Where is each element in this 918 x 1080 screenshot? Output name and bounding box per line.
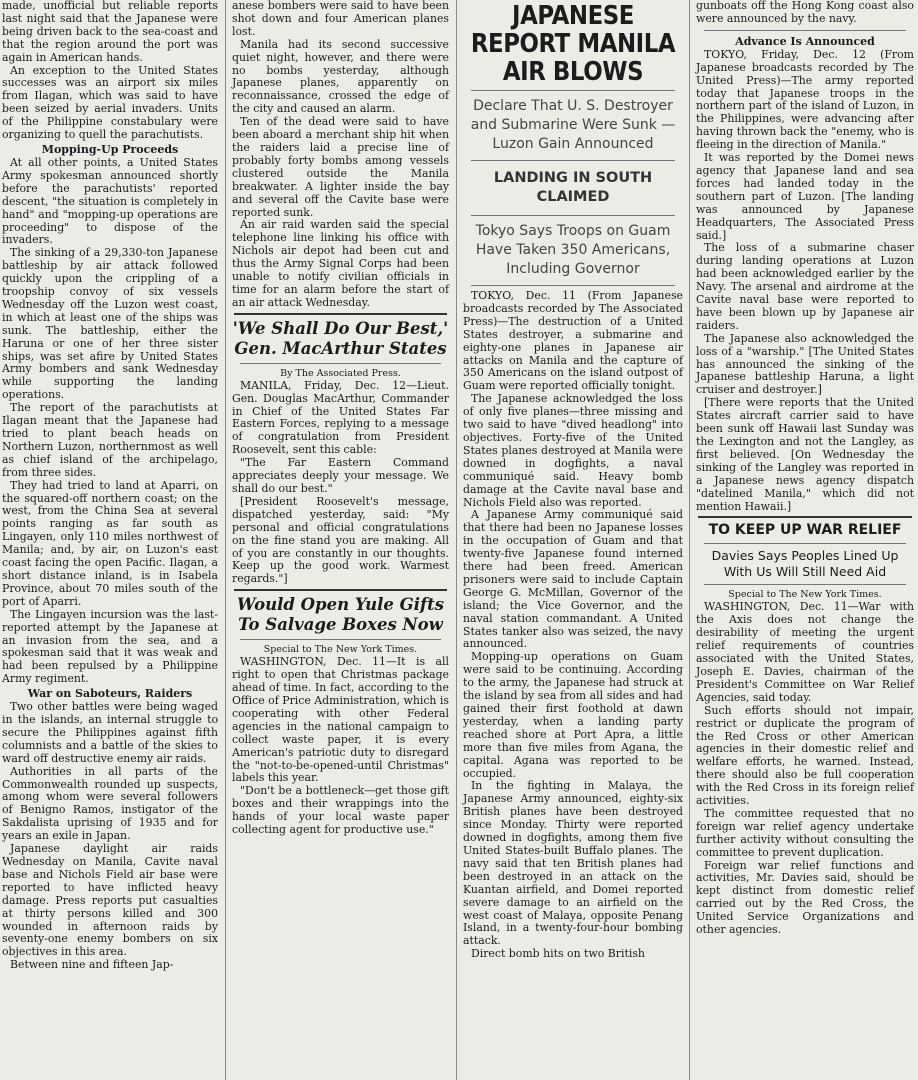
article-paragraph: MANILA, Friday, Dec. 12—Lieut. Gen. Douglas MacArthur, Commander in Chief of the United States Far Eastern Forces, replying to a message of congratulation from President Roosevelt, sent this cable: bbox=[232, 378, 449, 457]
article-paragraph: It was reported by the Domei news agency that Japanese land and sea forces had landed today in the southern part of Luzon. [The landing was announced by Japanese Headquarters, The Associated Press said.] bbox=[696, 151, 914, 242]
divider bbox=[704, 584, 906, 585]
divider bbox=[704, 543, 906, 544]
article-paragraph: Direct bomb hits on two British bbox=[471, 947, 645, 961]
article-paragraph: At all other points, a United States Army spokesman announced shortly before the parachutists' reported descent, "the situation is completely in hand" and "mopping-up operations are proceeding" to dispose of the invaders. bbox=[2, 155, 218, 247]
column-2 bbox=[228, 0, 453, 1080]
article-paragraph: [There were reports that the United States aircraft carrier said to have been sunk off Hawaii last Sunday was the Lexington and not the Langley, as first believed. [On Wednesday the sinking of the Langley was reported in a Japanese news agency dispatch "datelined Manila," which did not mention Hawaii.] bbox=[696, 396, 914, 513]
article-paragraph: In the fighting in Malaya, the Japanese Army announced, eighty-six British planes have been destroyed since Monday. Thirty were reported downed in dogfights, among them five United States-built Buffalo planes. The navy said that ten British planes had been destroyed in an attack on the Kuantan airfield, and Domei reported severe damage to an airfield on the west coast of Malaya, opposite Penang Island, in a twenty-four-hour bombing attack. bbox=[463, 779, 683, 948]
article-paragraph: An air raid warden said the special telephone line linking his office with Nichols air depot had been cut and thus the Army Signal Corps had been unable to notify civilian officials in time for an alarm before the start of an air attack Wednesday. bbox=[232, 218, 449, 309]
column-rule bbox=[456, 0, 457, 1080]
headline-deck: Tokyo Says Troops on Guam Have Taken 350 Americans, Including Governor bbox=[475, 223, 671, 277]
article-paragraph: [President Roosevelt's message, dispatched yesterday, said: "My personal and official congratulations on the fine stand you are making. All of you are constantly in our thoughts. Keep up the good work. Warmest regards."] bbox=[232, 494, 449, 586]
article-paragraph: TOKYO, Friday, Dec. 12 (From Japanese broadcasts recorded by The United Press)—The army reported today that Japanese troops in the northern part of the island of Luzon, in the Philippines, were advancing after having thrown back the "enemy, who is fleeing in the direction of Manila." bbox=[696, 47, 914, 152]
byline: Special to The New York Times. bbox=[263, 644, 418, 656]
article-paragraph: "The Far Eastern Command appreciates deeply your message. We shall do our best." bbox=[232, 456, 449, 495]
article-paragraph: The loss of a submarine chaser during landing operations at Luzon had been acknowledged earlier by the Navy. The arsenal and airdrome at the Cavite naval base were reported to have been blown up by Japanese air raiders. bbox=[696, 241, 914, 332]
article-paragraph: An exception to the United States successes was an airport six miles from Ilagan, which was said to have been seized by aerial invaders. Units of the Philippine constabulary were organizing to quell the parachutists. bbox=[2, 63, 218, 142]
article-paragraph: Ten of the dead were said to have been aboard a merchant ship hit when the raiders laid a precise line of probably forty bombs among vessels clustered outside the Manila breakwater. A lighter inside the bay and several off the Cavite base were reported sunk. bbox=[232, 115, 449, 219]
subheading: Advance Is Announced bbox=[735, 34, 875, 48]
headline-deck: Davies Says Peoples Lined Up With Us Will Still Need Aid bbox=[711, 548, 899, 580]
subheading: War on Saboteurs, Raiders bbox=[27, 687, 193, 701]
article-paragraph: WASHINGTON, Dec. 11—War with the Axis does not change the desirability of meeting the urgent relief requirements of countries associated with the United States, Joseph E. Davies, chairman of the President's Committee on War Relief Agencies, said today. bbox=[696, 600, 914, 704]
divider bbox=[471, 160, 675, 161]
byline: By The Associated Press. bbox=[280, 367, 401, 379]
headline-deck: LANDING IN SOUTH CLAIMED bbox=[493, 170, 653, 205]
column-rule bbox=[225, 0, 226, 1080]
column-1 bbox=[0, 0, 222, 1080]
headline-yule-gifts: Would Open Yule Gifts To Salvage Boxes Now bbox=[236, 595, 445, 635]
article-paragraph: made, unofficial but reliable reports last night said that the Japanese were being driven back to the sea-coast and that the region around the port was again in American hands. bbox=[2, 0, 218, 64]
headline-deck: Declare That U. S. Destroyer and Submarine Were Sunk —Luzon Gain Announced bbox=[470, 98, 676, 152]
divider bbox=[471, 215, 675, 216]
article-paragraph: The Japanese also acknowledged the loss of a "warship." [The United States has announced the sinking of the Japanese battleship Haruna, a light cruiser and destroyer.] bbox=[696, 331, 914, 397]
article-paragraph: Manila had its second successive quiet night, however, and there were no bombs yesterday, although Japanese planes, apparently on reconnaissance, crossed the edge of the city and caused an alarm. bbox=[232, 37, 449, 116]
article-paragraph: Between nine and fifteen Jap- bbox=[10, 958, 174, 972]
article-paragraph: anese bombers were said to have been shot down and four American planes lost. bbox=[232, 0, 449, 38]
article-paragraph: gunboats off the Hong Kong coast also were announced by the navy. bbox=[696, 0, 914, 25]
divider bbox=[240, 639, 441, 640]
article-paragraph: The Japanese acknowledged the loss of only five planes—three missing and two said to have "dived headlong" into objectives. Forty-five of the United States planes destroyed at Manila were downed in dogfights, a naval communiqué said. Heavy bomb damage at the Cavite naval base and Nichols Field also was reported. bbox=[463, 392, 683, 509]
article-paragraph: Two other battles were being waged in the islands, an internal struggle to secure the Philippines against fifth columnists and a battle of the skies to ward off destructive enemy air raids. bbox=[2, 700, 218, 765]
column-rule bbox=[689, 0, 690, 1080]
article-paragraph: The sinking of a 29,330-ton Japanese battleship by air attack followed quickly upon the crippling of a troopship convoy of six vessels Wednesday off the Luzon west coast, in which at least one of the ships was sunk. The battleship, either the Haruna or one of her three sister ships, was set afire by United States Army bombers and sank Wednesday while supporting the landing operations. bbox=[2, 246, 218, 402]
divider bbox=[471, 285, 675, 286]
article-paragraph: "Don't be a bottleneck—get those gift boxes and their wrappings into the hands of your local waste paper collecting agent for productive use." bbox=[232, 784, 449, 837]
divider bbox=[234, 313, 447, 315]
divider bbox=[471, 90, 675, 91]
article-paragraph: Such efforts should not impair, restrict or duplicate the program of the Red Cross or other American agencies in their domestic relief and welfare efforts, he warned. Instead, there should also be full cooperation with the Red Cross in its foreign relief activities. bbox=[696, 703, 914, 808]
article-paragraph: Foreign war relief functions and activities, Mr. Davies said, should be kept distinct from domestic relief carried out by the Red Cross, the United Service Organizations and other agencies. bbox=[696, 858, 914, 937]
column-3 bbox=[459, 0, 687, 1080]
divider bbox=[704, 30, 906, 31]
article-paragraph: A Japanese Army communiqué said that there had been no Japanese losses in the occupation of Guam and that twenty-five Japanese found interned there had been freed. American prisoners were said to include Captain George G. McMillan, Governor of the island; the Vice Governor, and the naval station commandant. A United States tanker also was seized, the navy announced. bbox=[463, 508, 683, 651]
article-paragraph: The report of the parachutists at Ilagan meant that the Japanese had tried to plant beach heads on Northern Luzon, northernmost as well as chief island of the archipelago, from three sides. bbox=[2, 401, 218, 479]
main-headline: JAPANESE REPORT MANILA AIR BLOWS bbox=[470, 1, 676, 87]
divider bbox=[234, 589, 447, 591]
divider bbox=[698, 516, 912, 518]
byline: Special to The New York Times. bbox=[728, 589, 882, 601]
headline-war-relief: TO KEEP UP WAR RELIEF bbox=[708, 522, 902, 539]
article-paragraph: Mopping-up operations on Guam were said to be continuing. According to the army, the Japanese had struck at the island by sea from all sides and had gained their first foothold at dawn yesterday, when a landing party reached shore at Port Apra, a little more than five miles from Agana, the capital. Agana was reported to be occupied. bbox=[463, 650, 683, 780]
article-paragraph: Authorities in all parts of the Commonwealth rounded up suspects, among whom were several followers of Benigno Ramos, instigator of the Sakdalista uprising of 1935 and for years an exile in Japan. bbox=[2, 764, 218, 843]
subheading: Mopping-Up Proceeds bbox=[41, 142, 179, 156]
article-paragraph: WASHINGTON, Dec. 11—It is all right to open that Christmas package ahead of time. In fact, according to the Office of Price Administration, which is cooperating with other Federal agencies in the national campaign to collect waste paper, it is every American's patriotic duty to disregard the "not-to-be-opened-until Christmas" labels this year. bbox=[232, 655, 449, 785]
divider bbox=[240, 363, 441, 364]
article-paragraph: They had tried to land at Aparri, on the squared-off northern coast; on the west, from the China Sea at several points ranging as far south as Lingayen, only 110 miles northwest of Manila; and, by air, on Luzon's east coast facing the open Pacific. Ilagan, a short distance inland, is in Isabela Province, about 70 miles south of the port of Aparri. bbox=[2, 478, 218, 608]
column-4 bbox=[692, 0, 918, 1080]
article-paragraph: Japanese daylight air raids Wednesday on Manila, Cavite naval base and Nichols Field air base were reported to have inflicted heavy damage. Press reports put casualties at thirty persons killed and 300 wounded in afternoon raids by seventy-one enemy bombers on six objectives in this area. bbox=[2, 842, 218, 959]
headline-macarthur: 'We Shall Do Our Best,' Gen. MacArthur States bbox=[232, 318, 449, 358]
article-paragraph: TOKYO, Dec. 11 (From Japanese broadcasts recorded by The Associated Press)—The destruction of a United States destroyer, a submarine and eighty-one planes in Japanese air attacks on Manila and the capture of 350 Americans on the island outpost of Guam were reported officially tonight. bbox=[463, 289, 683, 393]
article-paragraph: The Lingayen incursion was the last-reported attempt by the Japanese at an invasion from the sea, and a spokesman said that it was weak and had been repulsed by a Philippine Army regiment. bbox=[2, 607, 218, 686]
article-paragraph: The committee requested that no foreign war relief agency undertake further activity without consulting the committee to prevent duplication. bbox=[696, 806, 914, 859]
